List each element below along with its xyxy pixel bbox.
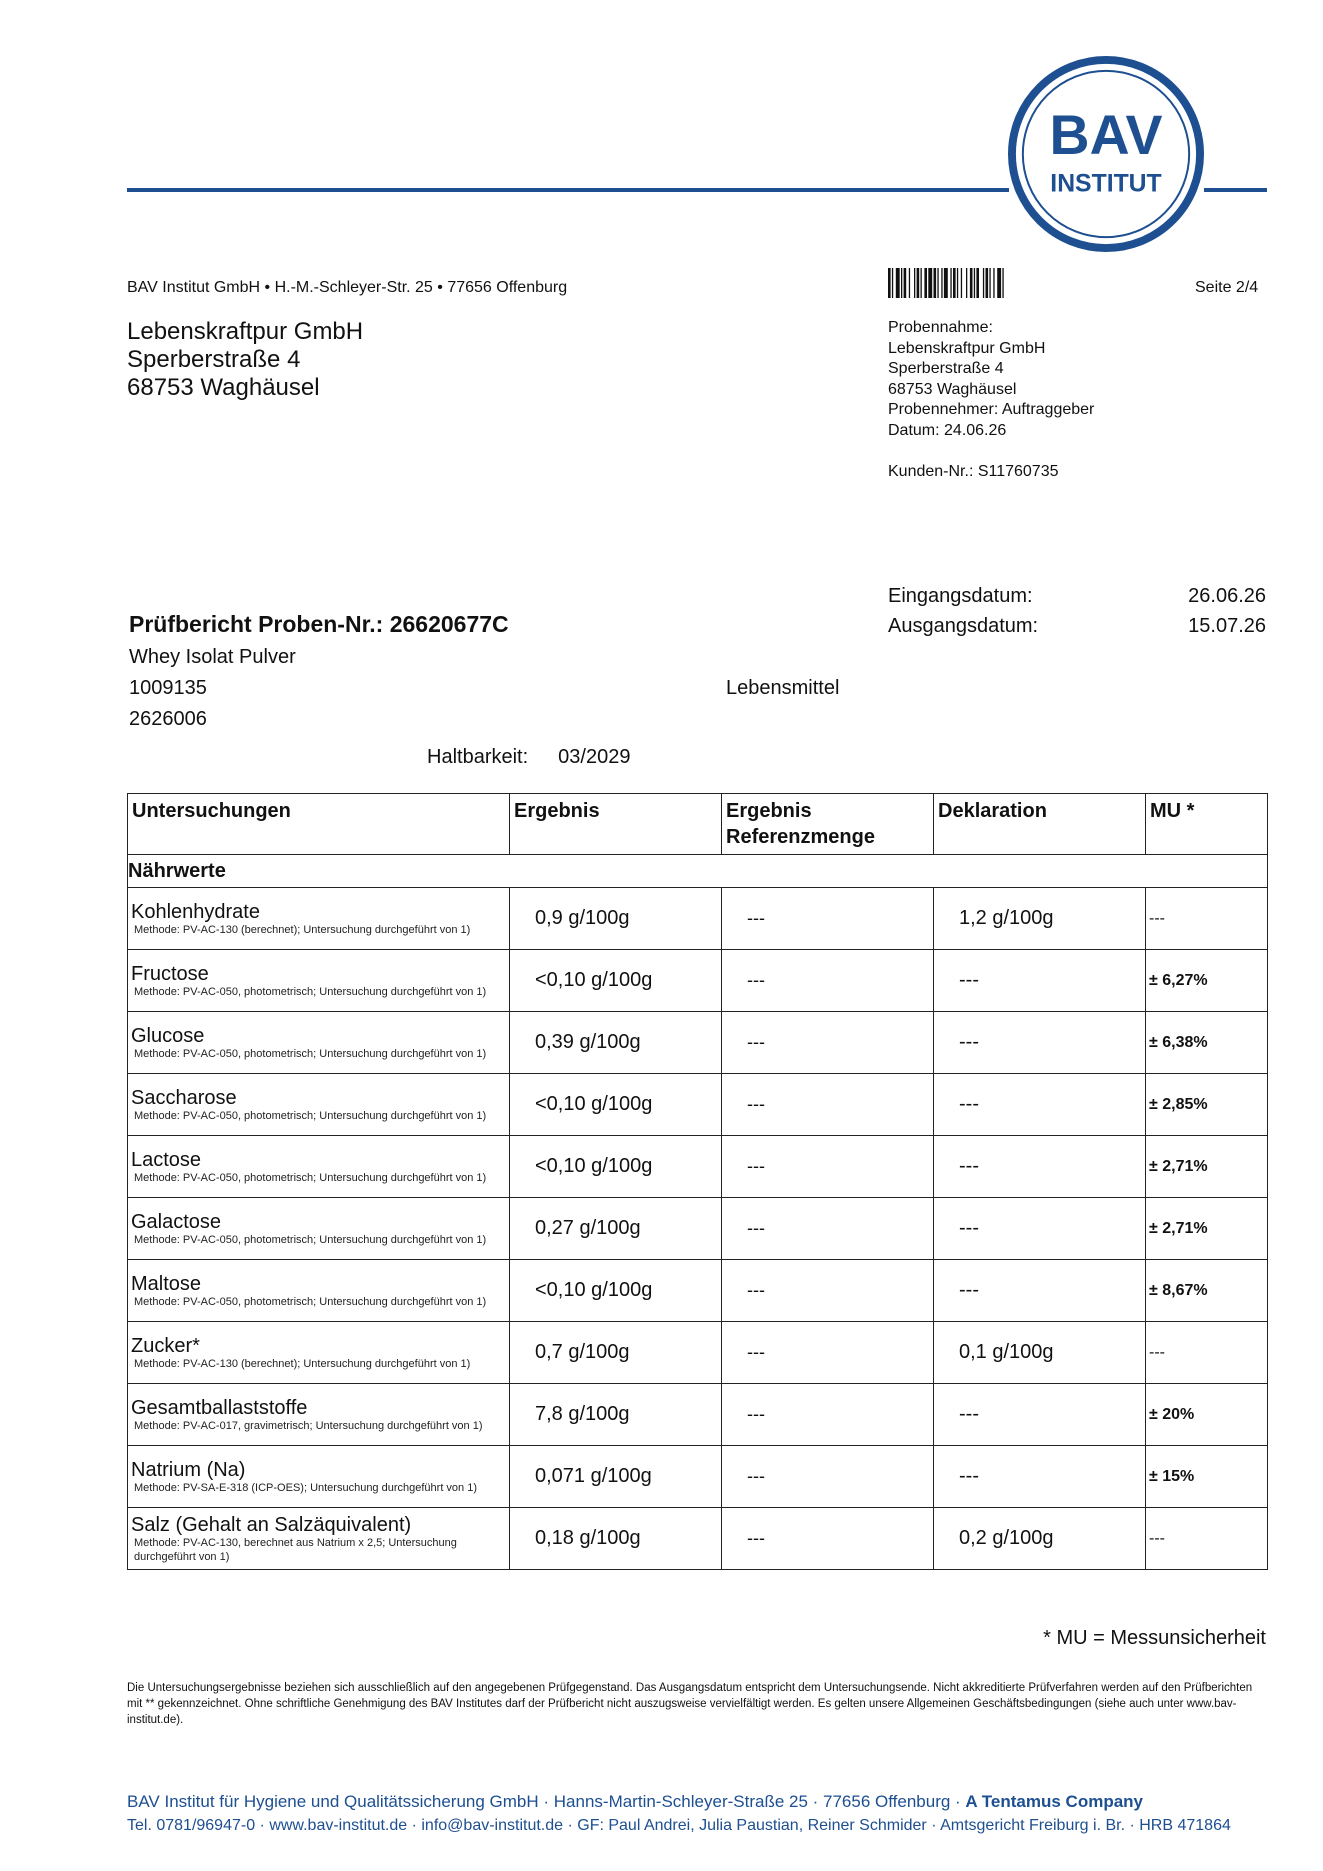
table-row bbox=[128, 1322, 1268, 1384]
parameter-method: Methode: PV-SA-E-318 (ICP-OES); Untersuchung durchgeführt von 1) bbox=[134, 1481, 477, 1494]
reference-cell: --- bbox=[722, 1260, 934, 1322]
reference-cell: --- bbox=[722, 1322, 934, 1384]
parameter-method: Methode: PV-AC-050, photometrisch; Untersuchung durchgeführt von 1) bbox=[134, 1171, 487, 1184]
mu-cell: ± 6,38% bbox=[1146, 1012, 1268, 1074]
mu-cell: --- bbox=[1146, 888, 1268, 950]
result-cell: <0,10 g/100g bbox=[510, 1136, 722, 1198]
reference-cell: --- bbox=[722, 1384, 934, 1446]
result-cell: 0,7 g/100g bbox=[510, 1322, 722, 1384]
declaration-cell: 1,2 g/100g bbox=[934, 888, 1146, 950]
footer-company: A Tentamus Company bbox=[965, 1792, 1144, 1811]
table-row bbox=[128, 1260, 1268, 1322]
result-cell: 7,8 g/100g bbox=[510, 1384, 722, 1446]
mu-cell: ± 20% bbox=[1146, 1384, 1268, 1446]
result-cell: 0,071 g/100g bbox=[510, 1446, 722, 1508]
recipient-street: Sperberstraße 4 bbox=[127, 346, 301, 373]
sampling-label: Probennahme: bbox=[888, 319, 993, 336]
declaration-cell: --- bbox=[934, 1384, 1146, 1446]
report-title: Prüfbericht Proben-Nr.: 26620677C bbox=[129, 611, 509, 637]
table-row bbox=[128, 1012, 1268, 1074]
recipient-city: 68753 Waghäusel bbox=[127, 374, 320, 401]
parameter-name: Galactose bbox=[131, 1210, 222, 1233]
header-mu: MU * bbox=[1146, 794, 1268, 855]
logo-text-bav: BAV bbox=[1049, 104, 1163, 166]
bav-logo bbox=[1007, 55, 1205, 253]
table-row bbox=[128, 1384, 1268, 1446]
parameter-name: Maltose bbox=[131, 1272, 202, 1295]
reference-cell: --- bbox=[722, 1074, 934, 1136]
parameter-cell bbox=[128, 1198, 510, 1260]
parameter-method: Methode: PV-AC-050, photometrisch; Untersuchung durchgeführt von 1) bbox=[134, 1295, 487, 1308]
product-name: Whey Isolat Pulver bbox=[129, 646, 296, 668]
shelf-life-label: Haltbarkeit: bbox=[427, 746, 529, 768]
results-table bbox=[127, 793, 1268, 1570]
mu-cell: --- bbox=[1146, 1322, 1268, 1384]
reference-cell: --- bbox=[722, 1198, 934, 1260]
parameter-method: Methode: PV-AC-050, photometrisch; Untersuchung durchgeführt von 1) bbox=[134, 985, 487, 998]
sampling-name: Lebenskraftpur GmbH bbox=[888, 339, 1046, 357]
footer-line-2: Tel. 0781/96947-0 · www.bav-institut.de · info@bav-institut.de · GF: Paul Andrei, Julia Paustian, Reiner Schmider · Amtsgericht Freiburg i. Br. · HRB 471864 bbox=[127, 1817, 1231, 1834]
header-untersuchungen: Untersuchungen bbox=[128, 794, 510, 855]
parameter-cell bbox=[128, 1074, 510, 1136]
sampling-city: 68753 Waghäusel bbox=[888, 380, 1017, 398]
recipient-name: Lebenskraftpur GmbH bbox=[127, 318, 364, 345]
declaration-cell: --- bbox=[934, 1074, 1146, 1136]
product-category: Lebensmittel bbox=[726, 677, 840, 699]
shelf-life-value: 03/2029 bbox=[558, 746, 631, 768]
out-date-value: 15.07.26 bbox=[1188, 615, 1266, 637]
reference-cell: --- bbox=[722, 1012, 934, 1074]
mu-cell: ± 15% bbox=[1146, 1446, 1268, 1508]
dates-block bbox=[888, 581, 1266, 641]
sampling-street: Sperberstraße 4 bbox=[888, 360, 1004, 377]
barcode-icon bbox=[888, 268, 1114, 298]
table-row bbox=[128, 1136, 1268, 1198]
parameter-name: Saccharose bbox=[131, 1086, 237, 1109]
parameter-cell bbox=[128, 1322, 510, 1384]
parameter-method: Methode: PV-AC-050, photometrisch; Untersuchung durchgeführt von 1) bbox=[134, 1047, 487, 1060]
declaration-cell: --- bbox=[934, 950, 1146, 1012]
parameter-cell bbox=[128, 1012, 510, 1074]
sampling-date: Datum: 24.06.26 bbox=[888, 421, 1007, 439]
shelf-life bbox=[427, 746, 630, 769]
parameter-name: Natrium (Na) bbox=[131, 1458, 246, 1481]
sender-line: BAV Institut GmbH • H.-M.-Schleyer-Str. 25 • 77656 Offenburg bbox=[127, 279, 568, 296]
table-row bbox=[128, 1446, 1268, 1508]
parameter-method: Methode: PV-AC-130, berechnet aus Natrium x 2,5; Untersuchung durchgeführt von 1) bbox=[134, 1536, 457, 1563]
parameter-cell bbox=[128, 1446, 510, 1508]
reference-cell: --- bbox=[722, 1508, 934, 1570]
parameter-cell bbox=[128, 1136, 510, 1198]
declaration-cell: --- bbox=[934, 1012, 1146, 1074]
declaration-cell: --- bbox=[934, 1260, 1146, 1322]
customer-number: Kunden-Nr.: S11760735 bbox=[888, 463, 1059, 480]
footer-address: BAV Institut für Hygiene und Qualitätssicherung GmbH · Hanns-Martin-Schleyer-Straße 25 · 77656 Offenburg · bbox=[127, 1792, 966, 1811]
header-rule-right bbox=[1204, 188, 1267, 192]
header-rule-left bbox=[127, 188, 1009, 192]
parameter-name: Lactose bbox=[131, 1148, 202, 1171]
product-code-2: 2626006 bbox=[129, 708, 207, 730]
table-row bbox=[128, 1508, 1268, 1570]
parameter-name: Salz (Gehalt an Salzäquivalent) bbox=[131, 1513, 412, 1536]
declaration-cell: 0,1 g/100g bbox=[934, 1322, 1146, 1384]
parameter-method: Methode: PV-AC-050, photometrisch; Untersuchung durchgeführt von 1) bbox=[134, 1109, 487, 1122]
footer-line-1 bbox=[127, 1792, 1143, 1812]
mu-cell: ± 6,27% bbox=[1146, 950, 1268, 1012]
declaration-cell: --- bbox=[934, 1446, 1146, 1508]
declaration-cell: --- bbox=[934, 1198, 1146, 1260]
page-number: Seite 2/4 bbox=[1195, 279, 1259, 296]
reference-cell: --- bbox=[722, 888, 934, 950]
mu-cell: ± 2,71% bbox=[1146, 1198, 1268, 1260]
section-row bbox=[128, 855, 1268, 888]
parameter-name: Glucose bbox=[131, 1024, 205, 1047]
sampling-sampler: Probennehmer: Auftraggeber bbox=[888, 401, 1095, 418]
reference-cell: --- bbox=[722, 1136, 934, 1198]
result-cell: 0,39 g/100g bbox=[510, 1012, 722, 1074]
declaration-cell: --- bbox=[934, 1136, 1146, 1198]
parameter-name: Gesamtballaststoffe bbox=[131, 1396, 308, 1419]
mu-cell: ± 8,67% bbox=[1146, 1260, 1268, 1322]
result-cell: <0,10 g/100g bbox=[510, 1074, 722, 1136]
parameter-cell bbox=[128, 888, 510, 950]
header-ergebnis-ref: Ergebnis Referenzmenge bbox=[722, 794, 934, 855]
sampling-info bbox=[888, 318, 1094, 441]
product-code-1: 1009135 bbox=[129, 677, 207, 699]
table-row bbox=[128, 1198, 1268, 1260]
parameter-cell bbox=[128, 1384, 510, 1446]
parameter-method: Methode: PV-AC-017, gravimetrisch; Untersuchung durchgeführt von 1) bbox=[134, 1419, 483, 1432]
mu-cell: --- bbox=[1146, 1508, 1268, 1570]
in-date-label: Eingangsdatum: bbox=[888, 585, 1033, 607]
parameter-cell bbox=[128, 1508, 510, 1570]
reference-cell: --- bbox=[722, 1446, 934, 1508]
table-header-row bbox=[128, 794, 1268, 855]
reference-cell: --- bbox=[722, 950, 934, 1012]
result-cell: 0,27 g/100g bbox=[510, 1198, 722, 1260]
in-date-value: 26.06.26 bbox=[1188, 585, 1266, 607]
table-row bbox=[128, 888, 1268, 950]
parameter-method: Methode: PV-AC-130 (berechnet); Untersuchung durchgeführt von 1) bbox=[134, 1357, 471, 1370]
mu-footnote: * MU = Messunsicherheit bbox=[1043, 1627, 1266, 1649]
table-row bbox=[128, 950, 1268, 1012]
out-date-label: Ausgangsdatum: bbox=[888, 615, 1039, 637]
table-row bbox=[128, 1074, 1268, 1136]
parameter-cell bbox=[128, 1260, 510, 1322]
disclaimer: Die Untersuchungsergebnisse beziehen sich ausschließlich auf den angegebenen Prüfgegenstand. Das Ausgangsdatum entspricht dem Untersuchungsende. Nicht akkreditierte Prüfverfahren werden auf den Prüfberichten mit ** gekennzeichnet. Ohne schriftliche Genehmigung des BAV Institutes darf der Prüfbericht nicht auszugsweise vervielfältigt werden. Es gelten unsere Allgemeinen Geschäftsbedingungen (siehe auch unter www.bav-institut.de). bbox=[127, 1682, 1253, 1726]
mu-cell: ± 2,71% bbox=[1146, 1136, 1268, 1198]
result-cell: <0,10 g/100g bbox=[510, 1260, 722, 1322]
result-cell: 0,9 g/100g bbox=[510, 888, 722, 950]
result-cell: 0,18 g/100g bbox=[510, 1508, 722, 1570]
section-title: Nährwerte bbox=[128, 855, 1268, 888]
parameter-name: Fructose bbox=[131, 962, 209, 985]
declaration-cell: 0,2 g/100g bbox=[934, 1508, 1146, 1570]
mu-cell: ± 2,85% bbox=[1146, 1074, 1268, 1136]
parameter-cell bbox=[128, 950, 510, 1012]
parameter-method: Methode: PV-AC-050, photometrisch; Untersuchung durchgeführt von 1) bbox=[134, 1233, 487, 1246]
recipient-address bbox=[127, 318, 363, 402]
parameter-name: Zucker* bbox=[131, 1334, 200, 1357]
logo-text-institut: INSTITUT bbox=[1050, 170, 1162, 198]
parameter-method: Methode: PV-AC-130 (berechnet); Untersuchung durchgeführt von 1) bbox=[134, 923, 471, 936]
result-cell: <0,10 g/100g bbox=[510, 950, 722, 1012]
parameter-name: Kohlenhydrate bbox=[131, 900, 260, 923]
header-ergebnis: Ergebnis bbox=[510, 794, 722, 855]
header-deklaration: Deklaration bbox=[934, 794, 1146, 855]
